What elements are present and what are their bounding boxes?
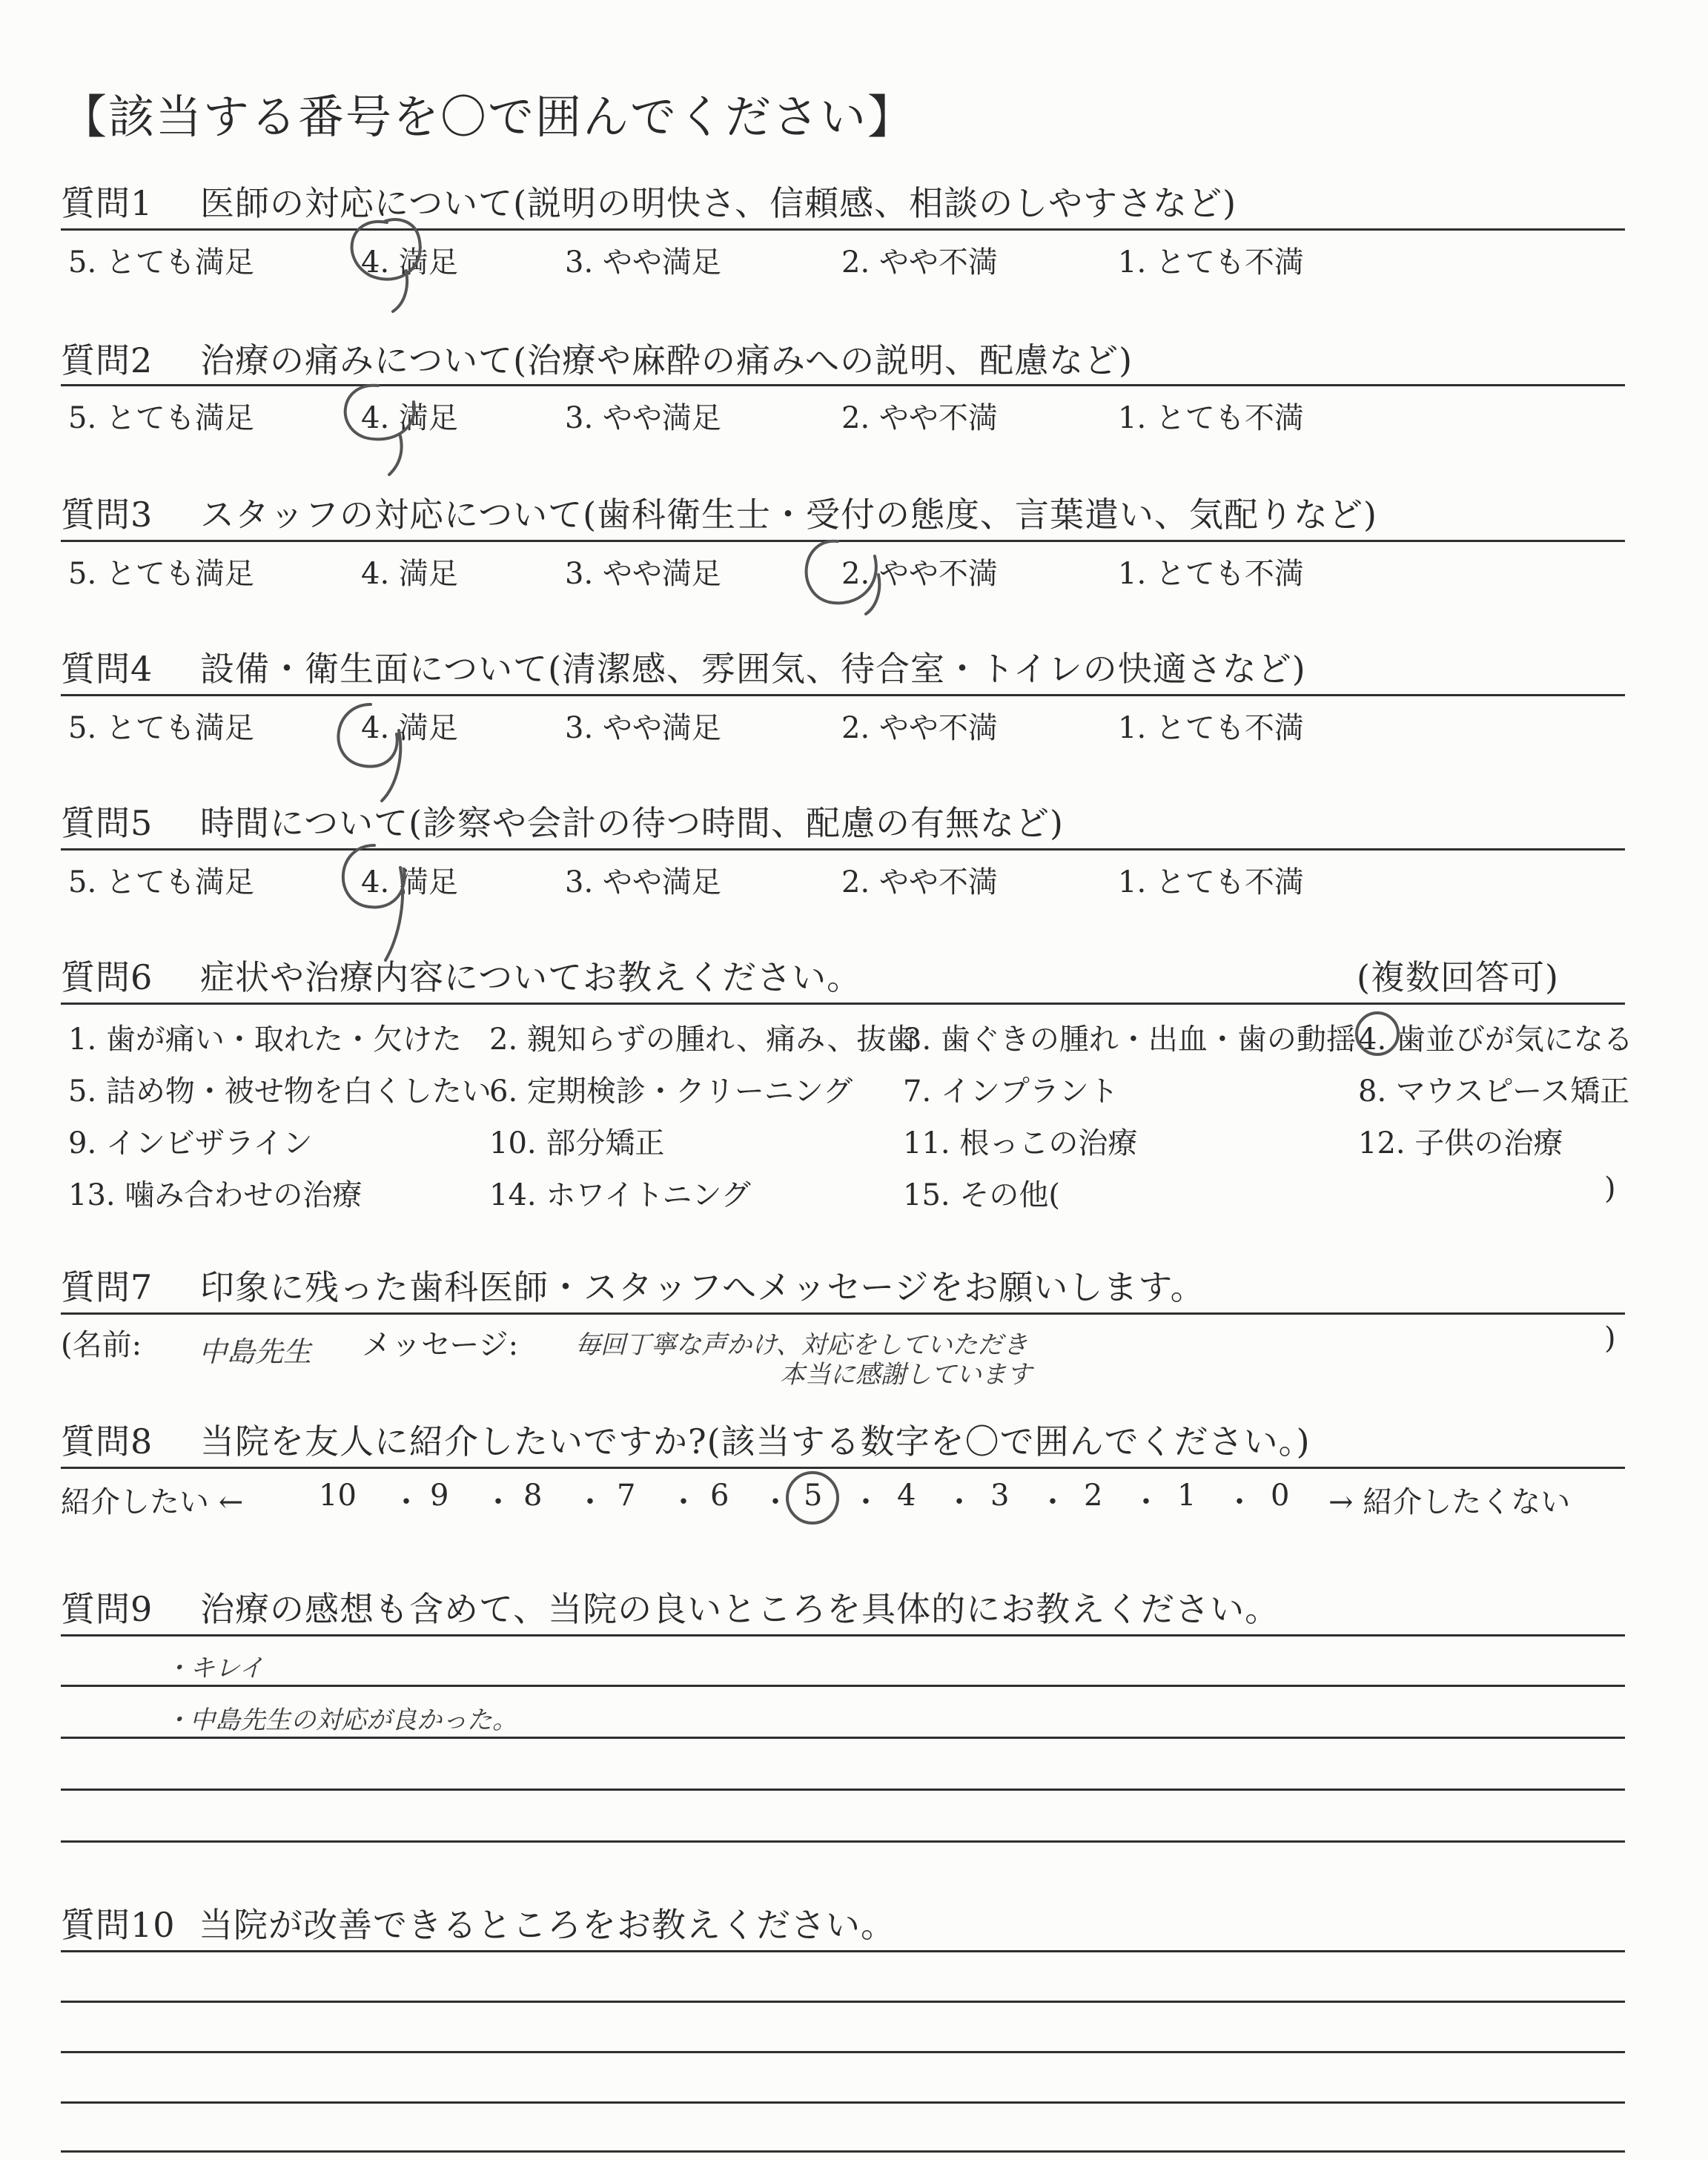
q8-dot: ・ [669, 1485, 698, 1519]
q10-label: 質問10 [61, 1905, 176, 1945]
q1-text: 医師の対応について(説明の明快さ、信頼感、相談のしやすさなど) [200, 183, 1237, 223]
q8-scale-1[interactable]: 1 [1177, 1479, 1196, 1513]
q8-dot: ・ [1038, 1485, 1068, 1519]
q8-dot: ・ [483, 1485, 513, 1519]
q8-scale-3[interactable]: 3 [990, 1479, 1010, 1513]
q6-opt-7[interactable]: 7. インプラント [903, 1074, 1119, 1109]
q2-opt-2[interactable]: 2. やや不満 [841, 401, 998, 435]
q8-scale-0[interactable]: 0 [1271, 1479, 1290, 1513]
q1-opt-2[interactable]: 2. やや不満 [841, 245, 998, 280]
q7-label: 質問7 [61, 1267, 153, 1307]
q8-scale-6[interactable]: 6 [710, 1479, 729, 1513]
q8-scale-7[interactable]: 7 [617, 1479, 636, 1513]
q5-opt-1[interactable]: 1. とても不満 [1118, 865, 1304, 899]
q5-opt-4[interactable]: 4. 満足 [361, 865, 458, 899]
q5-opt-3[interactable]: 3. やや満足 [565, 865, 721, 899]
q6-text: 症状や治療内容についてお教えください。 [200, 957, 862, 997]
q6-opt-4[interactable]: 4. 歯並びが気になる [1358, 1023, 1633, 1057]
q9-answer-2[interactable]: ・中島先生の対応が良かった。 [165, 1705, 517, 1735]
q7-text: 印象に残った歯科医師・スタッフへメッセージをお願いします。 [200, 1267, 1205, 1307]
q8-dot: ・ [944, 1485, 974, 1519]
q7-message-label: メッセージ: [362, 1328, 519, 1362]
q6-opt-15-close: ) [1604, 1172, 1616, 1206]
q6-opt-9[interactable]: 9. インビザライン [68, 1126, 313, 1160]
q1-opt-3[interactable]: 3. やや満足 [565, 245, 721, 280]
q8-scale-10[interactable]: 10 [319, 1479, 357, 1513]
q8-dot: ・ [391, 1485, 421, 1519]
q2-opt-5[interactable]: 5. とても満足 [68, 401, 254, 435]
q6-opt-2[interactable]: 2. 親知らずの腫れ、痛み、抜歯 [489, 1023, 916, 1057]
q4-label: 質問4 [61, 649, 153, 689]
q8-dot: ・ [575, 1485, 605, 1519]
q1-label: 質問1 [61, 183, 153, 223]
q8-scale-4[interactable]: 4 [897, 1479, 916, 1513]
q8-scale-5[interactable]: 5 [804, 1479, 823, 1513]
q8-dot: ・ [1131, 1485, 1161, 1519]
q1-opt-5[interactable]: 5. とても満足 [68, 245, 254, 280]
q6-opt-3[interactable]: 3. 歯ぐきの腫れ・出血・歯の動揺 [903, 1023, 1356, 1057]
q7-name-label: (名前: [61, 1328, 142, 1362]
q6-opt-8[interactable]: 8. マウスピース矯正 [1358, 1074, 1630, 1109]
q4-opt-4[interactable]: 4. 満足 [361, 711, 458, 745]
q4-opt-1[interactable]: 1. とても不満 [1118, 711, 1304, 745]
q1-opt-4[interactable]: 4. 満足 [361, 245, 458, 280]
q3-opt-4[interactable]: 4. 満足 [361, 557, 458, 591]
q9-answer-1[interactable]: ・キレイ [165, 1654, 264, 1683]
q8-scale-2[interactable]: 2 [1084, 1479, 1103, 1513]
q4-text: 設備・衛生面について(清潔感、雰囲気、待合室・トイレの快適さなど) [200, 649, 1306, 689]
q8-dot: ・ [1225, 1485, 1254, 1519]
q2-selection-circle [345, 386, 414, 475]
q6-opt-6[interactable]: 6. 定期検診・クリーニング [489, 1074, 853, 1109]
q6-opt-5[interactable]: 5. 詰め物・被せ物を白くしたい [68, 1074, 491, 1109]
q2-opt-1[interactable]: 1. とても不満 [1118, 401, 1304, 435]
page-title: 【該当する番号を〇で囲んでください】 [61, 90, 916, 144]
q8-text: 当院を友人に紹介したいですか?(該当する数字を〇で囲んでください。) [200, 1421, 1311, 1462]
q5-label: 質問5 [61, 803, 153, 843]
q6-selection-circle [1357, 1013, 1398, 1054]
q8-selection-circle [787, 1473, 838, 1523]
q5-selection-circle [343, 845, 405, 960]
q3-opt-5[interactable]: 5. とても満足 [68, 557, 254, 591]
q8-label: 質問8 [61, 1421, 153, 1462]
q6-opt-12[interactable]: 12. 子供の治療 [1358, 1126, 1563, 1160]
q9-label: 質問9 [61, 1589, 153, 1629]
q6-opt-11[interactable]: 11. 根っこの治療 [903, 1126, 1138, 1160]
q4-opt-3[interactable]: 3. やや満足 [565, 711, 721, 745]
q5-text: 時間について(診察や会計の待つ時間、配慮の有無など) [200, 803, 1064, 843]
q8-scale-9[interactable]: 9 [430, 1479, 449, 1513]
q3-opt-3[interactable]: 3. やや満足 [565, 557, 721, 591]
q4-opt-2[interactable]: 2. やや不満 [841, 711, 998, 745]
q2-opt-3[interactable]: 3. やや満足 [565, 401, 721, 435]
q6-note: (複数回答可) [1357, 957, 1559, 997]
q3-label: 質問3 [61, 495, 153, 535]
q6-opt-14[interactable]: 14. ホワイトニング [489, 1178, 751, 1212]
q5-opt-5[interactable]: 5. とても満足 [68, 865, 254, 899]
q9-text: 治療の感想も含めて、当院の良いところを具体的にお教えください。 [200, 1589, 1280, 1629]
q5-opt-2[interactable]: 2. やや不満 [841, 865, 998, 899]
q8-dot: ・ [851, 1485, 881, 1519]
q6-opt-13[interactable]: 13. 噛み合わせの治療 [68, 1178, 363, 1212]
q4-opt-5[interactable]: 5. とても満足 [68, 711, 254, 745]
q3-opt-1[interactable]: 1. とても不満 [1118, 557, 1304, 591]
q6-opt-1[interactable]: 1. 歯が痛い・取れた・欠けた [68, 1023, 462, 1057]
q7-message-line2[interactable]: 本当に感謝しています [780, 1360, 1032, 1390]
q3-opt-2[interactable]: 2. やや不満 [841, 557, 998, 591]
q3-selection-circle [807, 541, 880, 614]
q3-text: スタッフの対応について(歯科衛生士・受付の態度、言葉遣い、気配りなど) [200, 495, 1377, 535]
q7-message-line1[interactable]: 毎回丁寧な声かけ、対応をしていただき [575, 1330, 1028, 1360]
q6-label: 質問6 [61, 957, 153, 997]
q7-name-value[interactable]: 中島先生 [199, 1335, 312, 1368]
q8-dot: ・ [761, 1485, 790, 1519]
q7-close: ) [1604, 1321, 1616, 1355]
q4-selection-circle [338, 704, 400, 801]
q6-opt-10[interactable]: 10. 部分矯正 [489, 1126, 665, 1160]
q10-text: 当院が改善できるところをお教えください。 [199, 1905, 896, 1945]
q2-text: 治療の痛みについて(治療や麻酔の痛みへの説明、配慮など) [200, 340, 1133, 380]
q6-opt-15[interactable]: 15. その他( [903, 1178, 1060, 1212]
q8-scale-8[interactable]: 8 [523, 1479, 543, 1513]
q8-left-label: 紹介したい ← [61, 1485, 244, 1519]
q1-opt-1[interactable]: 1. とても不満 [1118, 245, 1304, 280]
q1-selection-circle [352, 219, 420, 311]
q8-right-label: → 紹介したくない [1328, 1485, 1571, 1519]
q2-label: 質問2 [61, 340, 153, 380]
q2-opt-4[interactable]: 4. 満足 [361, 401, 458, 435]
